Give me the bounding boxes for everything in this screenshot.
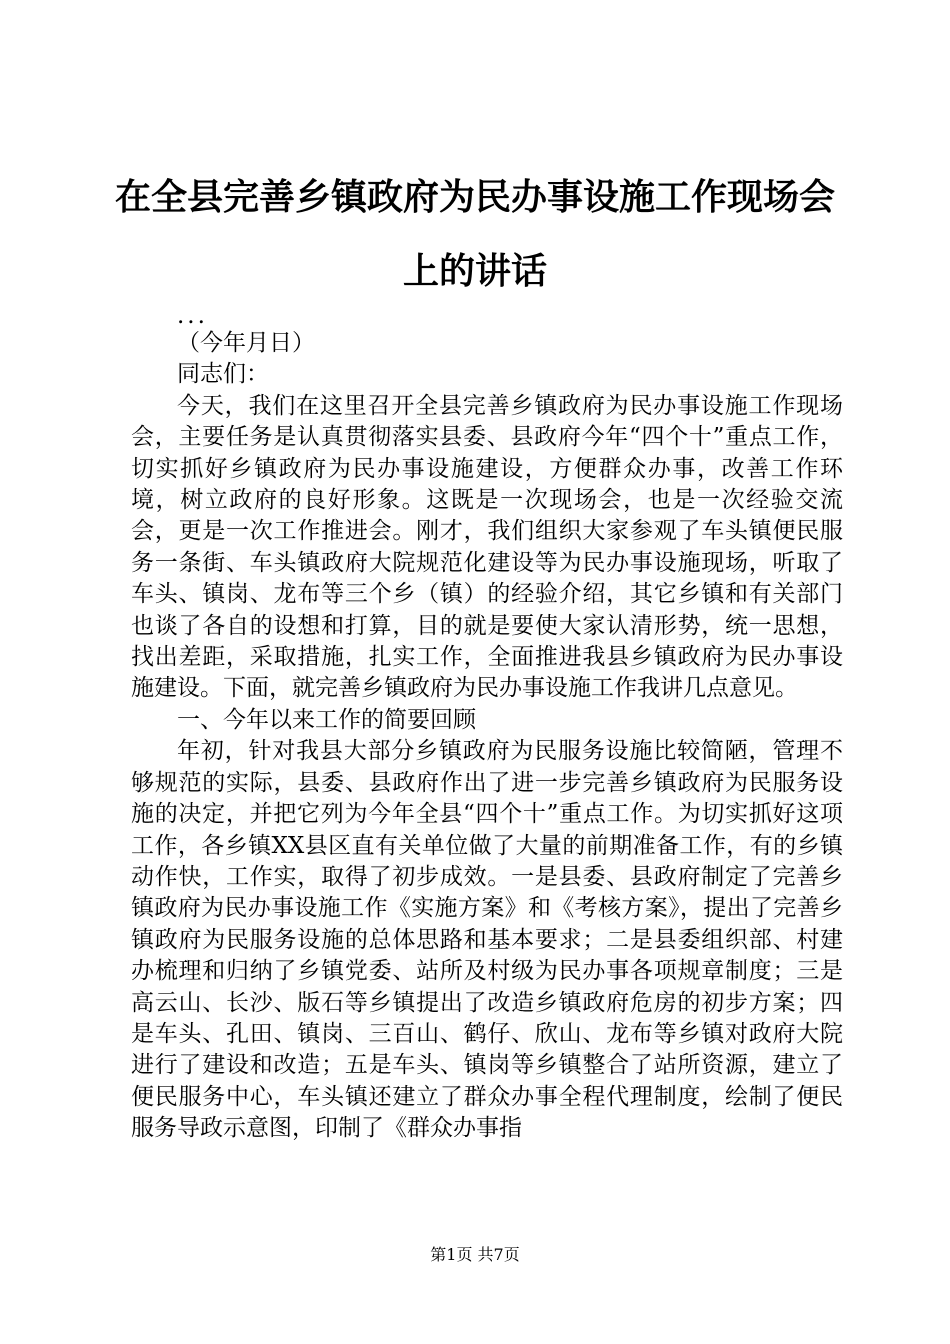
document-title: 在全县完善乡镇政府为民办事设施工作现场会上的讲话 xyxy=(114,176,835,292)
document-body xyxy=(131,304,843,1145)
body-paragraph: 年初，针对我县大部分乡镇政府为民服务设施比较简陋，管理不够规范的实际，县委、县政府作出了进一步完善乡镇政府为民服务设施的决定，并把它列为今年全县“四个十”重点工作。为切实抓好这项工作，各乡镇XX县区直有关单位做了大量的前期准备工作，有的乡镇动作快，工作实，取得了初步成效。一是县委、县政府制定了完善乡镇政府为民办事设施工作《实施方案》和《考核方案》，提出了完善乡镇政府为民服务设施的总体思路和基本要求；二是县委组织部、村建办梳理和归纳了乡镇党委、站所及村级为民办事各项规章制度；三是高云山、长沙、版石等乡镇提出了改造乡镇政府危房的初步方案；四是车头、孔田、镇岗、三百山、鹤仔、欣山、龙布等乡镇对政府大院进行了建设和改造；五是车头、镇岗等乡镇整合了站所资源，建立了便民服务中心，车头镇还建立了群众办事全程代理制度，绘制了便民服务导政示意图，印制了《群众办事指 xyxy=(131,738,843,1142)
body-paragraph: 今天，我们在这里召开全县完善乡镇政府为民办事设施工作现场会，主要任务是认真贯彻落实县委、县政府今年“四个十”重点工作，切实抓好乡镇政府为民办事设施建设，方便群众办事，改善工作环境，树立政府的良好形象。这既是一次现场会，也是一次经验交流会，更是一次工作推进会。刚才，我们组织大家参观了车头镇便民服务一条街、车头镇政府大院规范化建设等为民办事设施现场，听取了车头、镇岗、龙布等三个乡（镇）的经验介绍，其它乡镇和有关部门也谈了各自的设想和打算，目的就是要使大家认清形势，统一思想，找出差距，采取措施，扎实工作，全面推进我县乡镇政府为民办事设施建设。下面，就完善乡镇政府为民办事设施工作我讲几点意见。 xyxy=(131,392,843,702)
section-heading: 一、今年以来工作的简要回顾 xyxy=(177,706,476,733)
ellipsis-line: ... xyxy=(177,303,208,329)
page-footer: 第1页 共7页 xyxy=(430,1245,520,1264)
salutation: 同志们： xyxy=(177,361,269,388)
date-line: （今年月日） xyxy=(177,330,315,356)
